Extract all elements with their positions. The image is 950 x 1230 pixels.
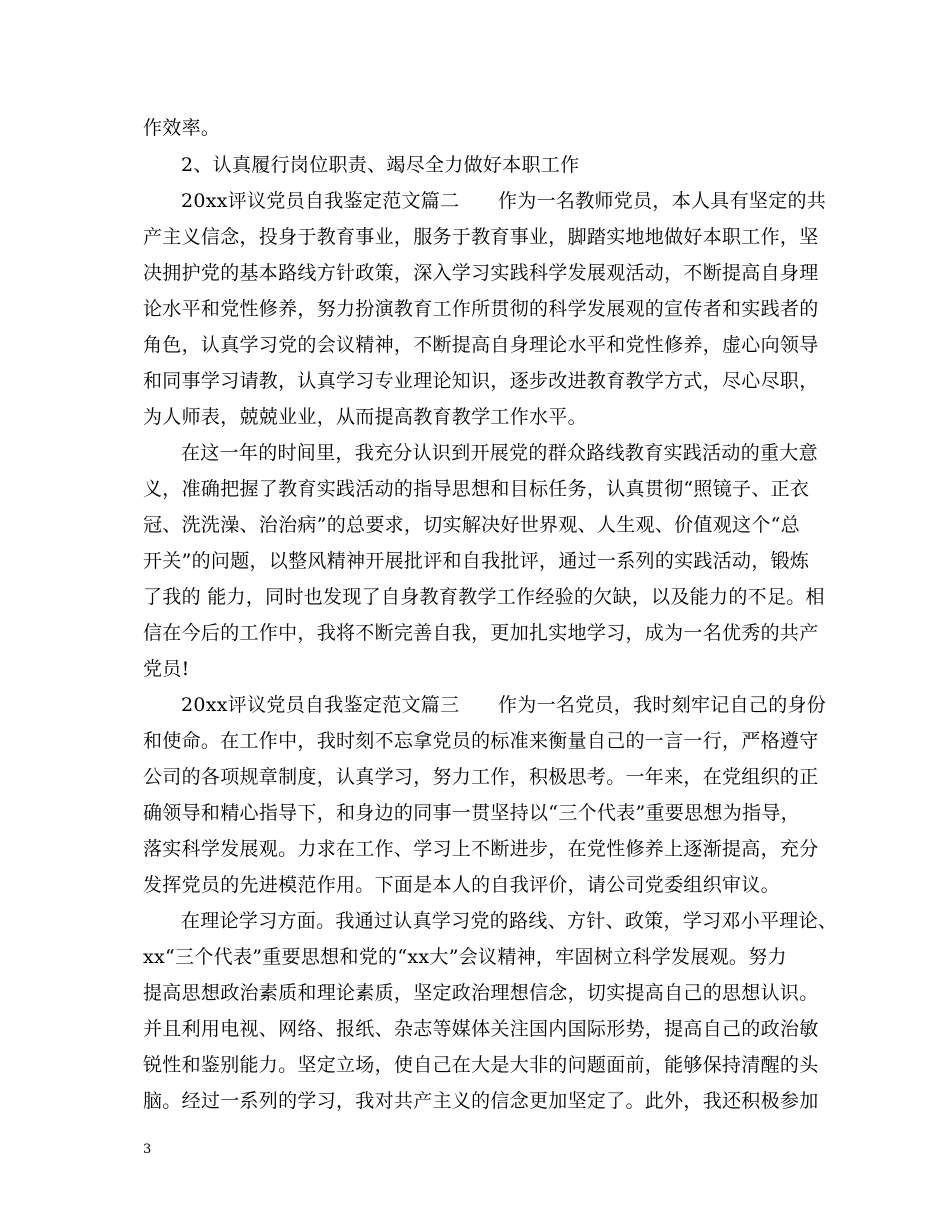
text-line: 落实科学发展观。力求在工作、学习上不断进步，在党性修养上逐渐提高，充分 [143,838,819,860]
text-line: 20xx评议党员自我鉴定范文篇三 作为一名党员，我时刻牢记自己的身份 [181,694,827,716]
text-line: 20xx评议党员自我鉴定范文篇二 作为一名教师党员，本人具有坚定的共 [181,190,827,212]
text-line: 产主义信念，投身于教育事业，服务于教育事业，脚踏实地地做好本职工作，坚 [143,226,819,248]
text-line: 在理论学习方面。我通过认真学习党的路线、方针、政策，学习邓小平理论、 [181,910,838,932]
text-line: 决拥护党的基本路线方针政策，深入学习实践科学发展观活动，不断提高自身理 [143,262,819,284]
text-line: 作效率。 [143,117,221,139]
text-line: 角色，认真学习党的会议精神，不断提高自身理论水平和党性修养，虚心向领导 [143,334,819,356]
text-line: 提高思想政治素质和理论素质，坚定政治理想信念，切实提高自己的思想认识。 [143,982,819,1004]
text-line: 确领导和精心指导下，和身边的同事一贯坚持以“三个代表”重要思想为指导， [143,802,800,824]
text-line: 冠、洗洗澡、治治病”的总要求，切实解决好世界观、人生观、价值观这个“总 [143,514,800,536]
text-line: 为人师表，兢兢业业，从而提高教育教学工作水平。 [143,406,587,428]
text-line: 和使命。在工作中，我时刻不忘拿党员的标准来衡量自己的一言一行，严格遵守 [143,730,819,752]
text-line: 论水平和党性修养，努力扮演教育工作所贯彻的科学发展观的宣传者和实践者的 [143,298,819,320]
text-line: 义，准确把握了教育实践活动的指导思想和目标任务，认真贯彻“照镜子、正衣 [143,478,810,500]
text-line: 锐性和鉴别能力。坚定立场，使自己在大是大非的问题面前，能够保持清醒的头 [143,1054,819,1076]
text-line: 党员! [143,658,190,680]
text-line: 脑。经过一系列的学习，我对共产主义的信念更加坚定了。此外，我还积极参加 [143,1090,819,1112]
text-line: 公司的各项规章制度，认真学习，努力工作，积极思考。一年来，在党组织的正 [143,766,819,788]
text-line: 2、认真履行岗位职责、竭尽全力做好本职工作 [181,154,580,176]
text-line: xx“三个代表”重要思想和党的“xx大”会议精神，牢固树立科学发展观。努力 [143,946,787,968]
text-line: 和同事学习请教，认真学习专业理论知识，逐步改进教育教学方式，尽心尽职， [143,370,819,392]
text-line: 在这一年的时间里，我充分认识到开展党的群众路线教育实践活动的重大意 [181,442,818,464]
page-number: 3 [143,1142,152,1157]
text-line: 发挥党员的先进模范作用。下面是本人的自我评价，请公司党委组织审议。 [143,874,780,896]
text-line: 信在今后的工作中，我将不断完善自我，更加扎实地学习，成为一名优秀的共产 [143,622,819,644]
text-line: 并且利用电视、网络、报纸、杂志等媒体关注国内国际形势，提高自己的政治敏 [143,1018,819,1040]
text-line: 开关”的问题，以整风精神开展批评和自我批评，通过一系列的实践活动，锻炼 [143,550,810,572]
text-line: 了我的 能力，同时也发现了自身教育教学工作经验的欠缺，以及能力的不足。相 [143,586,825,608]
